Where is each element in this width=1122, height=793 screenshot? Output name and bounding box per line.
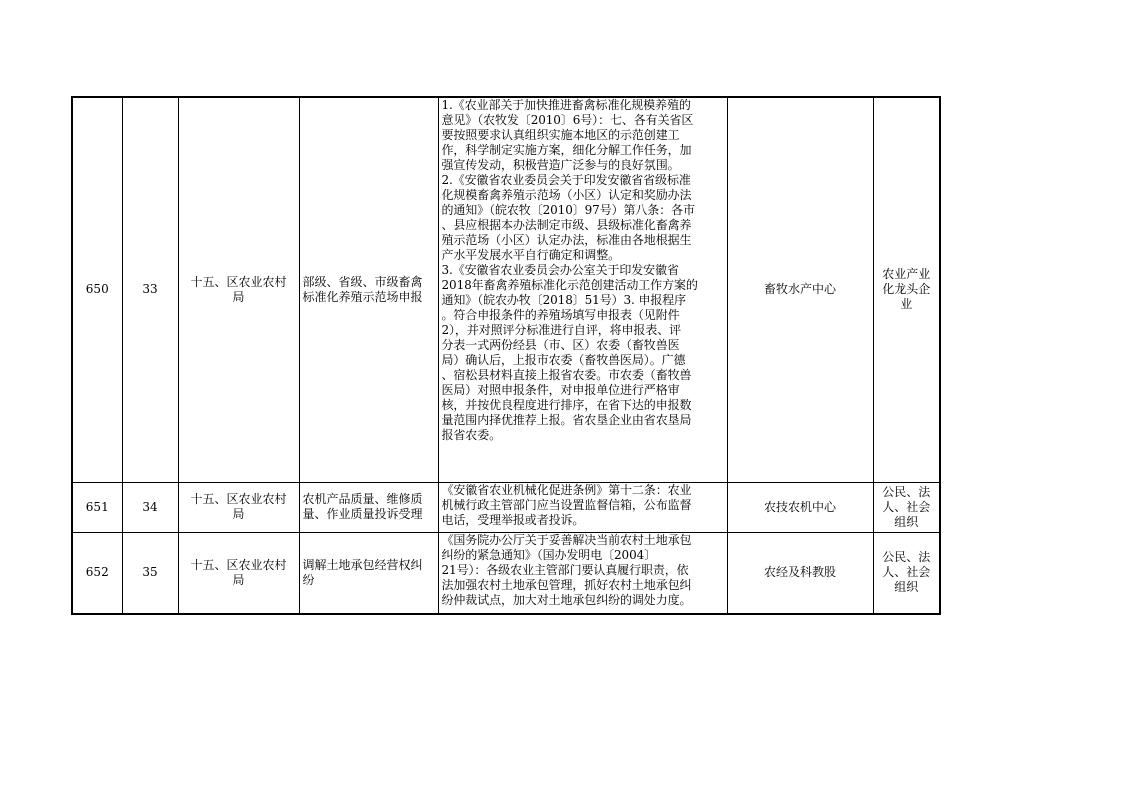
item-name-cell <box>299 97 438 482</box>
target-line: 人、社会 <box>882 565 931 580</box>
responsible-unit-cell: 畜牧水产中心 <box>727 97 873 482</box>
basis-line: 21号）：各级农业主管部门要认真履行职责，依 <box>441 562 689 577</box>
basis-line: 产水平发展水平自行确定和调整。 <box>441 248 621 262</box>
target-line: 公民、法 <box>882 550 931 565</box>
department-cell <box>178 532 299 614</box>
legal-basis-cell <box>438 482 727 532</box>
item-name-line: 部级、省级、市级畜禽 <box>302 274 423 289</box>
seq-cell: 652 <box>72 532 122 614</box>
basis-line: 意见》（农牧发〔2010〕6号）：七、各有关省区 <box>441 113 694 127</box>
basis-line: 作，科学制定实施方案，细化分解工作任务，加 <box>441 143 692 157</box>
basis-line: 。符合申报条件的养殖场填写申报表（见附件 <box>441 308 680 322</box>
basis-line: 的通知》（皖农牧〔2010〕97号）第八条：各市 <box>441 203 695 217</box>
item-number-cell: 34 <box>122 482 178 532</box>
target-cell <box>873 482 940 532</box>
item-name-cell <box>299 482 438 532</box>
basis-line: 殖示范场（小区）认定办法，标准由各地根据生 <box>441 233 692 247</box>
basis-line: 法加强农村土地承包管理，抓好农村土地承包纠 <box>441 577 692 592</box>
table-row <box>72 532 940 614</box>
department-line: 十五、区农业农村 <box>190 492 287 506</box>
item-name-line: 量、作业质量投诉受理 <box>302 507 423 521</box>
basis-line: 通知》（皖农办牧〔2018〕51号）3. 申报程序 <box>441 293 687 307</box>
basis-line: 化规模畜禽养殖示范场（小区）认定和奖励办法 <box>441 188 692 202</box>
basis-line: 分表一式两份经县（市、区）农委（畜牧兽医 <box>441 338 680 352</box>
department-line: 局 <box>232 507 245 521</box>
table-row <box>72 97 940 482</box>
responsible-unit-cell: 农经及科教股 <box>727 532 873 614</box>
target-cell <box>873 532 940 614</box>
basis-line: 电话，受理举报或者投诉。 <box>441 512 585 527</box>
basis-line: 、宿松县材料直接上报省农委。市农委（畜牧兽 <box>441 368 692 382</box>
item-name-line: 纷 <box>302 572 315 587</box>
target-line: 人、社会 <box>882 499 931 514</box>
basis-line: 《安徽省农业机械化促进条例》第十二条：农业 <box>441 482 692 497</box>
target-cell <box>873 97 940 482</box>
department-cell <box>178 97 299 482</box>
table-row <box>72 482 940 532</box>
basis-line: 核，并按优良程度进行排序，在省下达的申报数 <box>441 398 692 412</box>
target-line: 公民、法 <box>882 484 931 499</box>
item-name-line: 标准化养殖示范场申报 <box>302 289 423 304</box>
basis-line: 纷仲裁试点，加大对土地承包纠纷的调处力度。 <box>441 592 692 607</box>
item-name-line: 农机产品质量、维修质 <box>302 492 423 506</box>
basis-line: 报省农委。 <box>441 428 502 442</box>
item-name-line: 调解土地承包经营权纠 <box>302 557 423 572</box>
item-number-cell: 35 <box>122 532 178 614</box>
basis-line: 、县应根据本办法制定市级、县级标准化畜禽养 <box>441 218 692 232</box>
seq-cell: 651 <box>72 482 122 532</box>
basis-line: 要按照要求认真组织实施本地区的示范创建工 <box>441 128 680 142</box>
basis-line: 2.《安徽省农业委员会关于印发安徽省省级标准 <box>441 173 691 187</box>
target-line: 农业产业 <box>882 267 931 282</box>
basis-line: 机械行政主管部门应当设置监督信箱，公布监督 <box>441 497 692 512</box>
item-number-cell: 33 <box>122 97 178 482</box>
target-line: 业 <box>900 297 913 312</box>
responsible-unit-cell: 农技农机中心 <box>727 482 873 532</box>
target-line: 化龙头企 <box>882 282 931 297</box>
basis-line: 《国务院办公厅关于妥善解决当前农村土地承包 <box>441 532 692 547</box>
legal-basis-cell <box>438 97 727 482</box>
legal-basis-cell <box>438 532 727 614</box>
basis-line: 3.《安徽省农业委员会办公室关于印发安徽省 <box>441 263 679 277</box>
department-line: 局 <box>232 572 245 587</box>
basis-line: 纠纷的紧急通知》（国办发明电〔2004〕 <box>441 547 657 562</box>
seq-cell: 650 <box>72 97 122 482</box>
department-cell <box>178 482 299 532</box>
power-list-table <box>71 96 941 615</box>
basis-line: 医局）对照申报条件，对申报单位进行严格审 <box>441 383 680 397</box>
basis-line: 局）确认后，上报市农委（畜牧兽医局）。广德 <box>441 353 686 367</box>
department-line: 局 <box>232 289 245 304</box>
target-line: 组织 <box>894 580 919 595</box>
basis-line: 强宣传发动，积极营造广泛参与的良好氛围。 <box>441 158 680 172</box>
basis-line: 量范围内择优推荐上报。省农垦企业由省农垦局 <box>441 413 692 427</box>
basis-line: 2），并对照评分标准进行自评，将申报表、评 <box>441 323 682 337</box>
department-line: 十五、区农业农村 <box>190 274 287 289</box>
basis-line: 1.《农业部关于加快推进畜禽标准化规模养殖的 <box>441 98 691 112</box>
target-line: 组织 <box>894 514 919 529</box>
department-line: 十五、区农业农村 <box>190 557 287 572</box>
basis-line: 2018年畜禽养殖标准化示范创建活动工作方案的 <box>441 278 698 292</box>
item-name-cell <box>299 532 438 614</box>
